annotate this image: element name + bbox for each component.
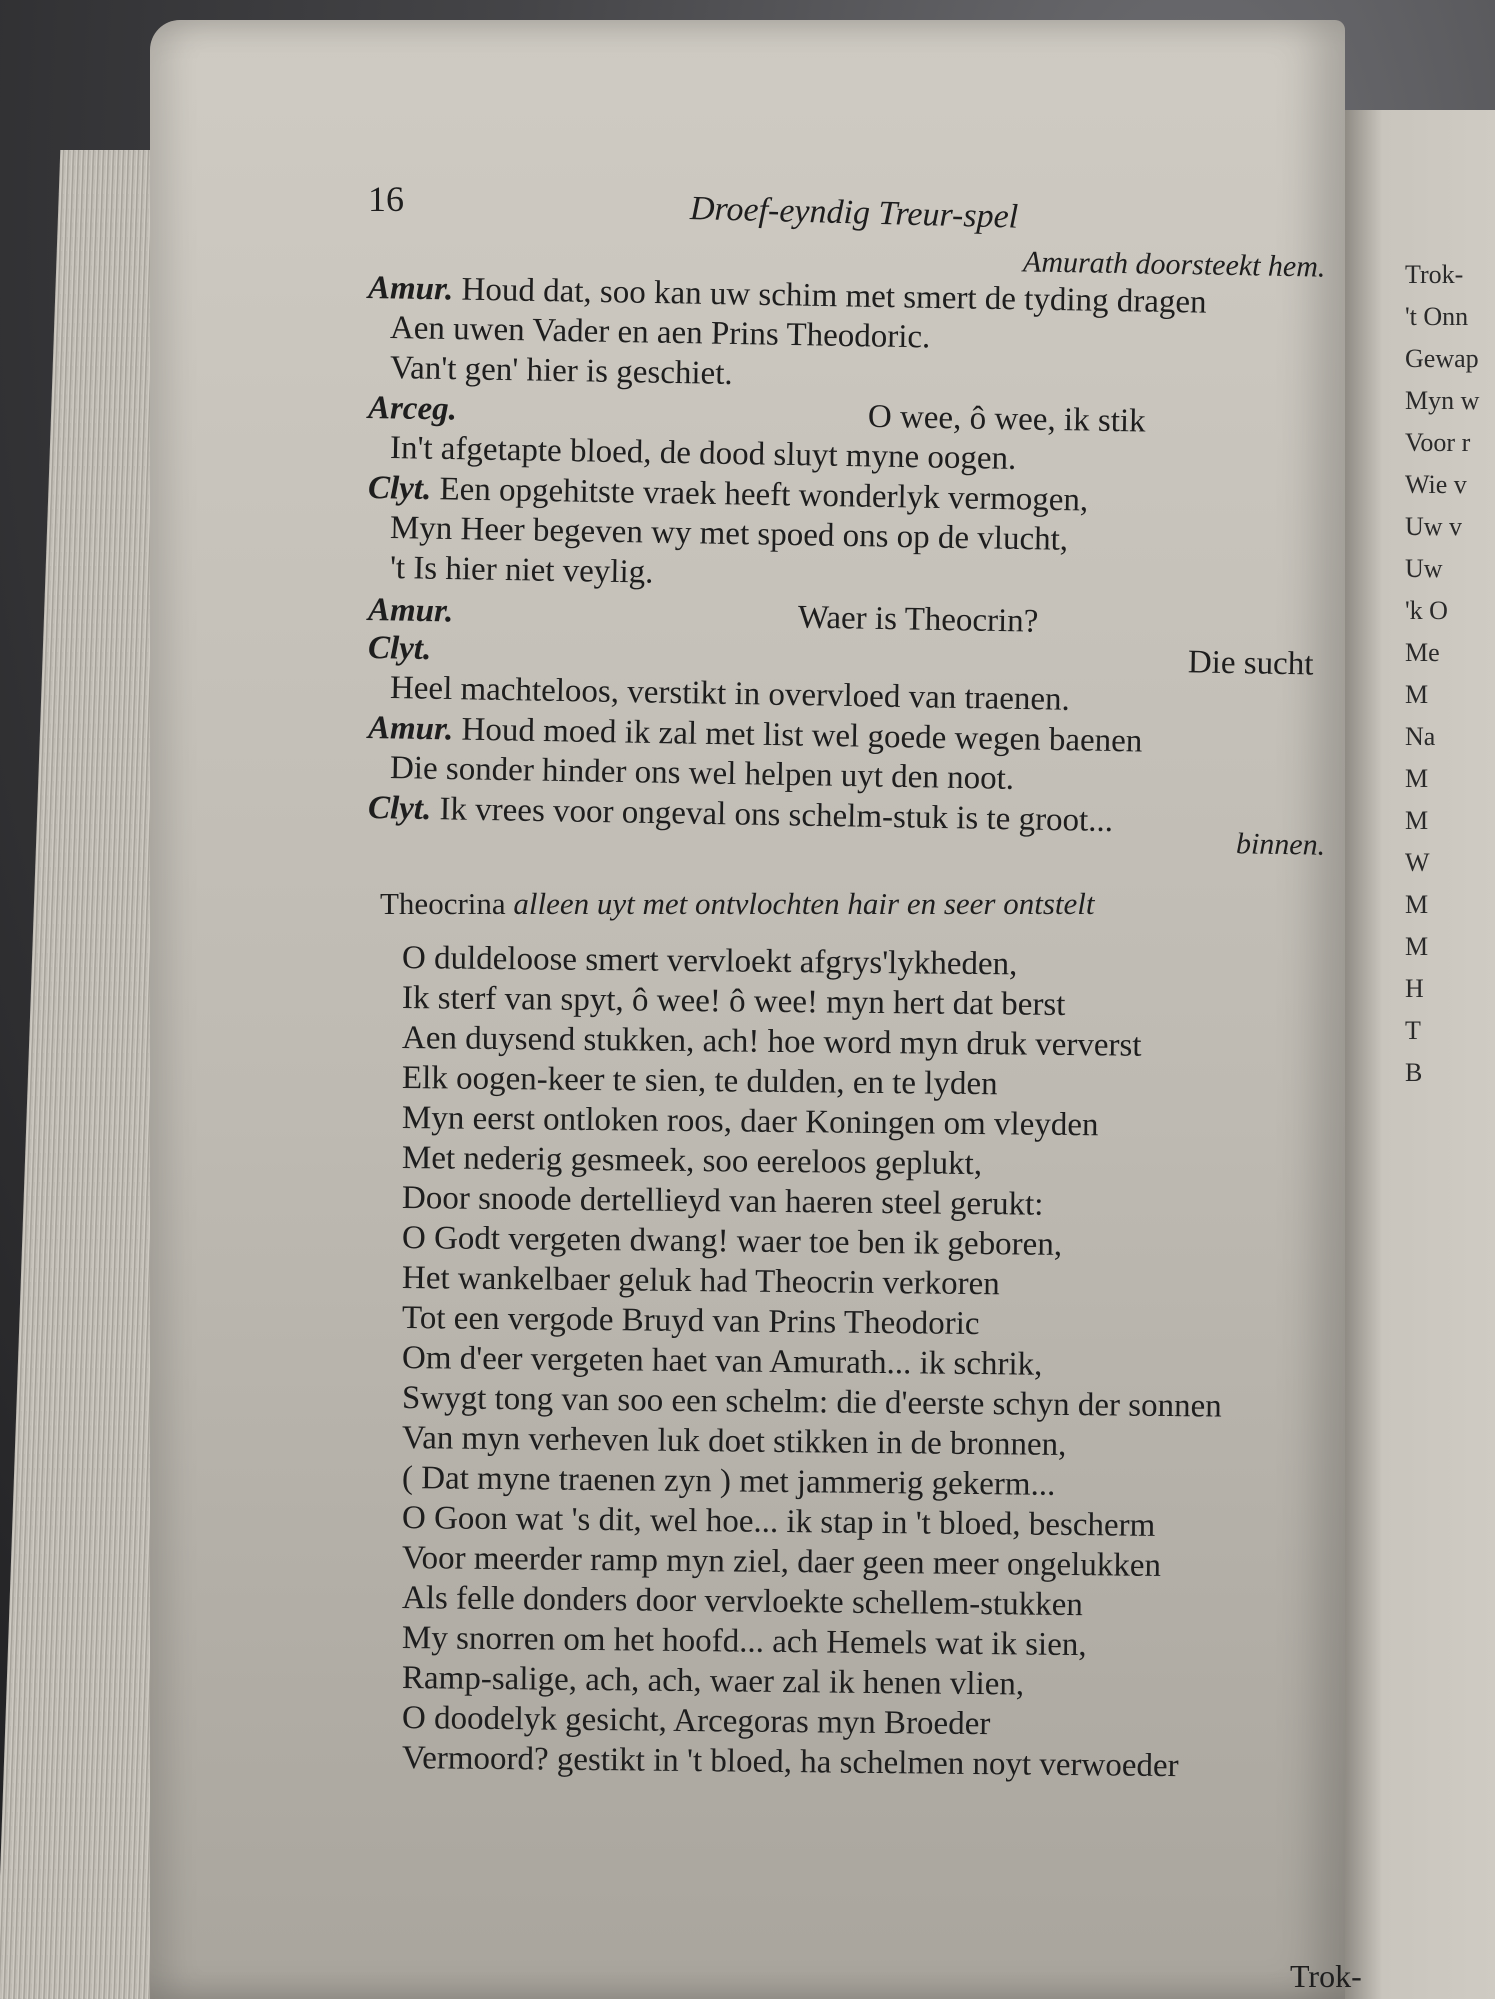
verse-line: 't Is hier niet veylig. xyxy=(389,550,654,591)
verse-line: Aen uwen Vader en aen Prins Theodoric. xyxy=(389,310,931,356)
verse-line: Met nederig gesmeek, soo eereloos geplukt, xyxy=(401,1140,983,1183)
facing-page-fragment: H xyxy=(1405,974,1424,1003)
verse-line: Aen duysend stukken, ach! hoe word myn druk ververst xyxy=(401,1020,1142,1064)
facing-page-fragment: 'k O xyxy=(1405,596,1448,625)
verse-line: Van myn verheven luk doet stikken in de bronnen, xyxy=(401,1420,1067,1463)
verse-line: In't afgetapte bloed, de dood sluyt myne oogen. xyxy=(389,430,1017,477)
verse-line: O doodelyk gesicht, Arcegoras myn Broeder xyxy=(401,1700,991,1743)
verse-line: Die sonder hinder ons wel helpen uyt den noot. xyxy=(389,750,1015,797)
facing-page-fragment: Myn w xyxy=(1405,386,1480,415)
verse-line: Tot een vergode Bruyd van Prins Theodoric xyxy=(401,1300,980,1343)
verse-line: Door snoode dertellieyd van haeren steel gerukt: xyxy=(401,1180,1044,1223)
verse-line: O Godt vergeten dwang! waer toe ben ik geboren, xyxy=(401,1220,1063,1263)
facing-page-fragment: M xyxy=(1405,764,1429,793)
speech-text: Een opgehitste vraek heeft wonderlyk vermogen, xyxy=(430,471,1089,519)
speech-text: O wee, ô wee, ik stik xyxy=(867,398,1146,440)
scene-heading xyxy=(380,888,1095,919)
stage-direction: binnen. xyxy=(1235,827,1326,862)
scene-character: Theocrina xyxy=(380,886,514,921)
facing-page-fragment: Uw v xyxy=(1405,512,1463,541)
speech-text: Houd moed ik zal met list wel goede wegen baenen xyxy=(452,711,1143,760)
verse-line: O duldeloose smert vervloekt afgrys'lykheden, xyxy=(401,940,1018,983)
facing-page-fragment: M xyxy=(1405,890,1429,919)
speaker-label: Clyt. xyxy=(367,630,432,668)
verse-line xyxy=(367,390,1146,440)
speaker-label: Amur. xyxy=(367,592,454,630)
facing-page xyxy=(1345,110,1495,1999)
speaker-label: Clyt. xyxy=(367,790,432,828)
verse-line: Myn Heer begeven wy met spoed ons op de vlucht, xyxy=(389,510,1069,558)
page-number: 16 xyxy=(368,179,404,219)
speaker-label: Clyt. xyxy=(367,470,432,508)
speech-text: Waer is Theocrin? xyxy=(797,599,1039,640)
verse-line: Ramp-salige, ach, ach, waer zal ik henen vlien, xyxy=(401,1660,1025,1703)
facing-page-fragment: Gewap xyxy=(1405,344,1479,373)
facing-page-fragment: Trok- xyxy=(1405,260,1464,289)
facing-page-fragment: Me xyxy=(1405,638,1440,667)
verse-line xyxy=(367,630,1314,683)
facing-page-fragment: M xyxy=(1405,806,1429,835)
speaker-label: Amur. xyxy=(367,270,454,308)
verse-line: Om d'eer vergeten haet van Amurath... ik schrik, xyxy=(401,1340,1043,1383)
facing-page-fragment: M xyxy=(1405,680,1429,709)
stage-direction: Amurath doorsteekt hem. xyxy=(1022,245,1326,284)
facing-page-fragment: B xyxy=(1405,1058,1423,1087)
verse-line xyxy=(367,592,1039,640)
facing-page-fragment: Voor r xyxy=(1405,428,1471,457)
running-title: Droef-eyndig Treur-spel xyxy=(689,190,1019,236)
facing-page-fragment: Uw xyxy=(1405,554,1443,583)
facing-page-fragment: T xyxy=(1405,1016,1421,1045)
speaker-label: Arceg. xyxy=(367,390,458,428)
verse-line: Van't gen' hier is geschiet. xyxy=(389,350,733,392)
speech-text: Die sucht xyxy=(1187,644,1314,683)
verse-line: Vermoord? gestikt in 't bloed, ha schelmen noyt verwoeder xyxy=(401,1740,1179,1785)
verse-line: O Goon wat 's dit, wel hoe... ik stap in 't bloed, bescherm xyxy=(401,1500,1156,1544)
verse-line: My snorren om het hoofd... ach Hemels wat ik sien, xyxy=(401,1620,1087,1664)
verse-line: Ik sterf van spyt, ô wee! ô wee! myn hert dat berst xyxy=(401,980,1066,1023)
catchword: Trok- xyxy=(1290,1958,1362,1994)
facing-page-fragment: 't Onn xyxy=(1405,302,1469,331)
speech-text: Ik vrees voor ongeval ons schelm-stuk is te groot... xyxy=(430,791,1114,840)
verse-line: ( Dat myne traenen zyn ) met jammerig gekerm... xyxy=(401,1460,1056,1503)
speaker-label: Amur. xyxy=(367,710,454,748)
facing-page-fragment: W xyxy=(1405,848,1430,877)
verse-line: Voor meerder ramp myn ziel, daer geen meer ongelukken xyxy=(401,1540,1162,1584)
scene-stage-direction: alleen uyt met ontvlochten hair en seer ontstelt xyxy=(513,886,1095,921)
verse-line: Heel machteloos, verstikt in overvloed van traenen. xyxy=(389,670,1071,718)
facing-page-fragment: M xyxy=(1405,932,1429,961)
facing-page-fragment: Na xyxy=(1405,722,1436,751)
verse-line: Myn eerst ontloken roos, daer Koningen om vleyden xyxy=(401,1100,1099,1144)
facing-page-fragment: Wie v xyxy=(1405,470,1467,499)
verse-line: Als felle donders door vervloekte schellem-stukken xyxy=(401,1580,1084,1624)
speech-text: Houd dat, soo kan uw schim met smert de tyding dragen xyxy=(452,271,1207,321)
verse-line: Elk oogen-keer te sien, te dulden, en te lyden xyxy=(401,1060,998,1103)
verse-line: Het wankelbaer geluk had Theocrin verkoren xyxy=(401,1260,1000,1303)
verse-line: Swygt tong van soo een schelm: die d'eerste schyn der sonnen xyxy=(401,1380,1222,1425)
